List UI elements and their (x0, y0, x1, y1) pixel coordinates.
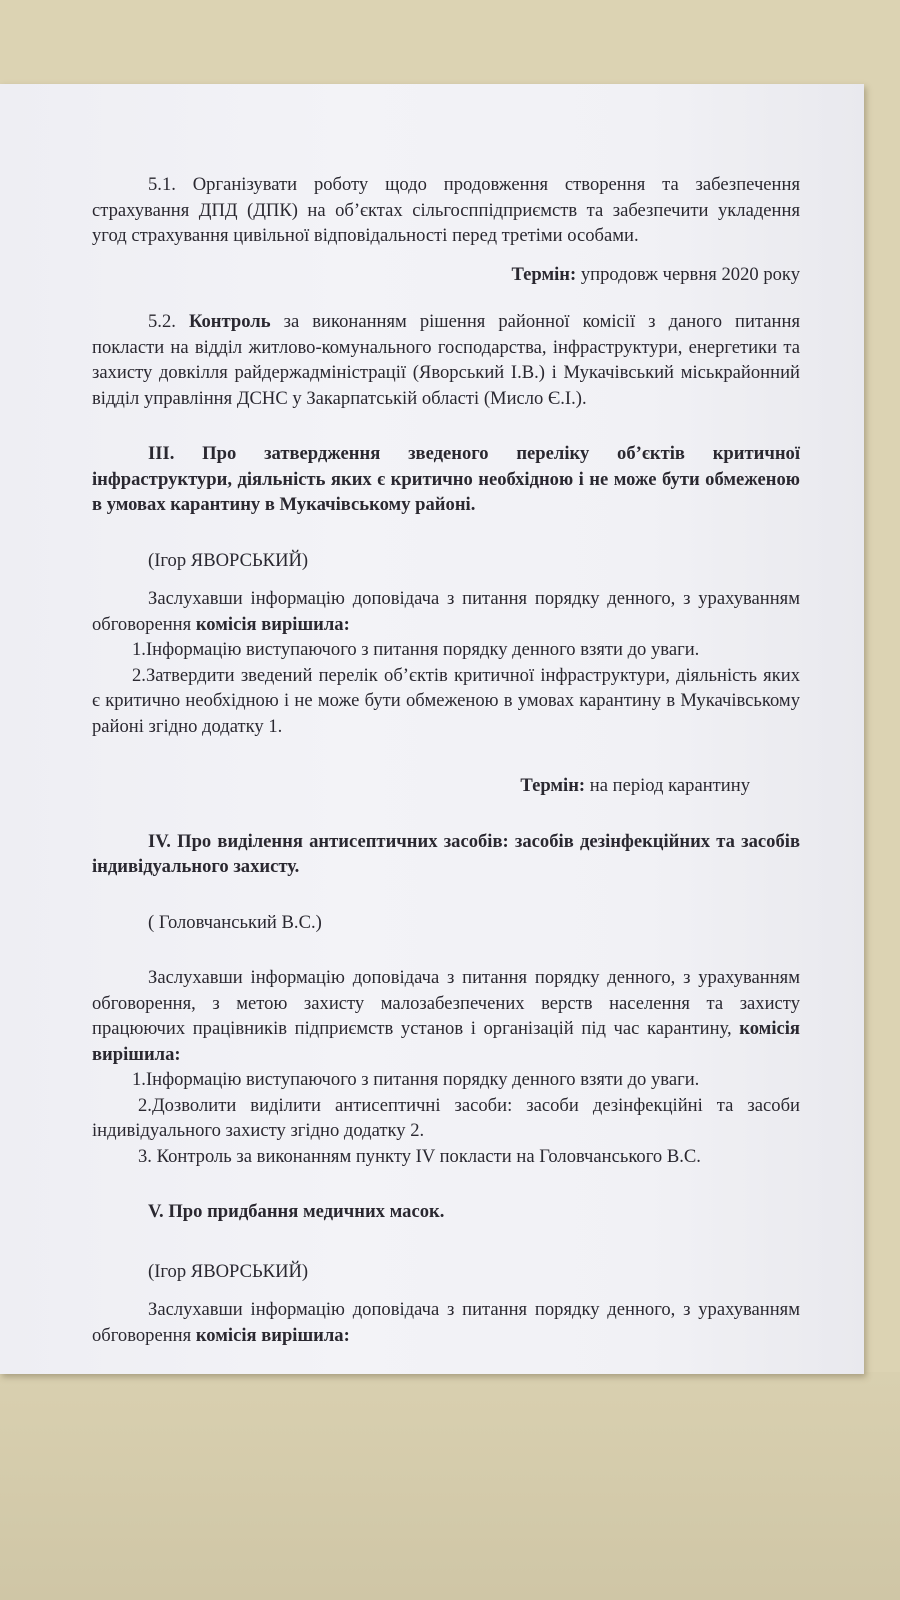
section-5-intro (92, 1297, 800, 1348)
decision-label: комісія вирішила: (195, 1324, 350, 1346)
decision-label: комісія вирішила: (195, 613, 350, 635)
term-label: Термін: (520, 775, 586, 796)
paragraph-text: за виконанням рішення районної комісії з даного питання покласти на відділ житлово-комунального господарства, інфраструктури, енергетики та захисту довкілля райдержадміністрації (Яворський І.В.) і Мукачівський міськрайонний відділ управління ДСНС у Закарпатській області (Мисло Є.І.). (92, 311, 801, 409)
desk-background (0, 1372, 900, 1600)
document-body (92, 172, 800, 1348)
section-4-item-1: 1.Інформацію виступаючого з питання порядку денного взяти до уваги. (132, 1069, 700, 1090)
term-value: на період карантину (589, 775, 750, 796)
section-4-item-3: 3. Контроль за виконанням пункту IV покласти на Головчанського В.С. (138, 1145, 701, 1167)
intro-text: Заслухавши інформацію доповідача з питання порядку денного, з урахуванням обговорення, з метою захисту малозабезпечених верств населення та захисту працюючих працівників підприємств установ і організацій під час карантину, (92, 967, 800, 1039)
paragraph-number: 5.2. (148, 311, 176, 332)
term-section-3 (92, 773, 800, 799)
document-page (0, 84, 864, 1374)
section-5-speaker: (Ігор ЯВОРСЬКИЙ) (148, 1260, 309, 1282)
term-label: Термін: (511, 263, 577, 285)
section-3-heading: ІІІ. Про затвердження зведеного переліку об’єктів критичної інфраструктури, діяльність яких є критично необхідною і не може бути обмеженою в умовах карантину в Мукачівському районі. (92, 443, 800, 515)
section-3-speaker: (Ігор ЯВОРСЬКИЙ) (148, 549, 309, 571)
paragraph-5-2 (92, 309, 800, 411)
section-4-heading: IV. Про виділення антисептичних засобів: засобів дезінфекційних та засобів індивідуального захисту. (92, 830, 800, 877)
section-3-item-1: 1.Інформацію виступаючого з питання порядку денного взяти до уваги. (132, 639, 700, 660)
section-3-item-2: 2.Затвердити зведений перелік об’єктів критичної інфраструктури, діяльність яких є критично необхідною і не може бути обмеженою в умовах карантину в Мукачівському районі згідно додатку 1. (92, 664, 800, 737)
section-4-item-2: 2.Дозволити виділити антисептичні засоби: засоби дезінфекційні та засоби індивідуального захисту згідно додатку 2. (92, 1094, 800, 1141)
section-5-heading: V. Про придбання медичних масок. (148, 1201, 445, 1222)
section-3-intro (92, 586, 800, 637)
paragraph-5-1: 5.1. Організувати роботу щодо продовження створення та забезпечення страхування ДПД (ДПК) на об’єктах сільгосппідприємств та забезпечити укладення угод страхування цивільної відповідальності перед третіми особами. (92, 174, 800, 246)
term-value: упродовж червня 2020 року (580, 263, 800, 285)
intro-text: Заслухавши інформацію доповідача з питання порядку денного, з урахуванням обговорення (92, 1299, 800, 1346)
section-4-speaker: ( Головчанський В.С.) (148, 911, 322, 933)
control-bold: Контроль (188, 311, 271, 332)
term-5-1 (92, 262, 800, 288)
section-4-intro (92, 965, 800, 1067)
intro-text: Заслухавши інформацію доповідача з питання порядку денного, з урахуванням обговорення (92, 588, 800, 635)
decision-label: комісія вирішила: (92, 1018, 800, 1065)
